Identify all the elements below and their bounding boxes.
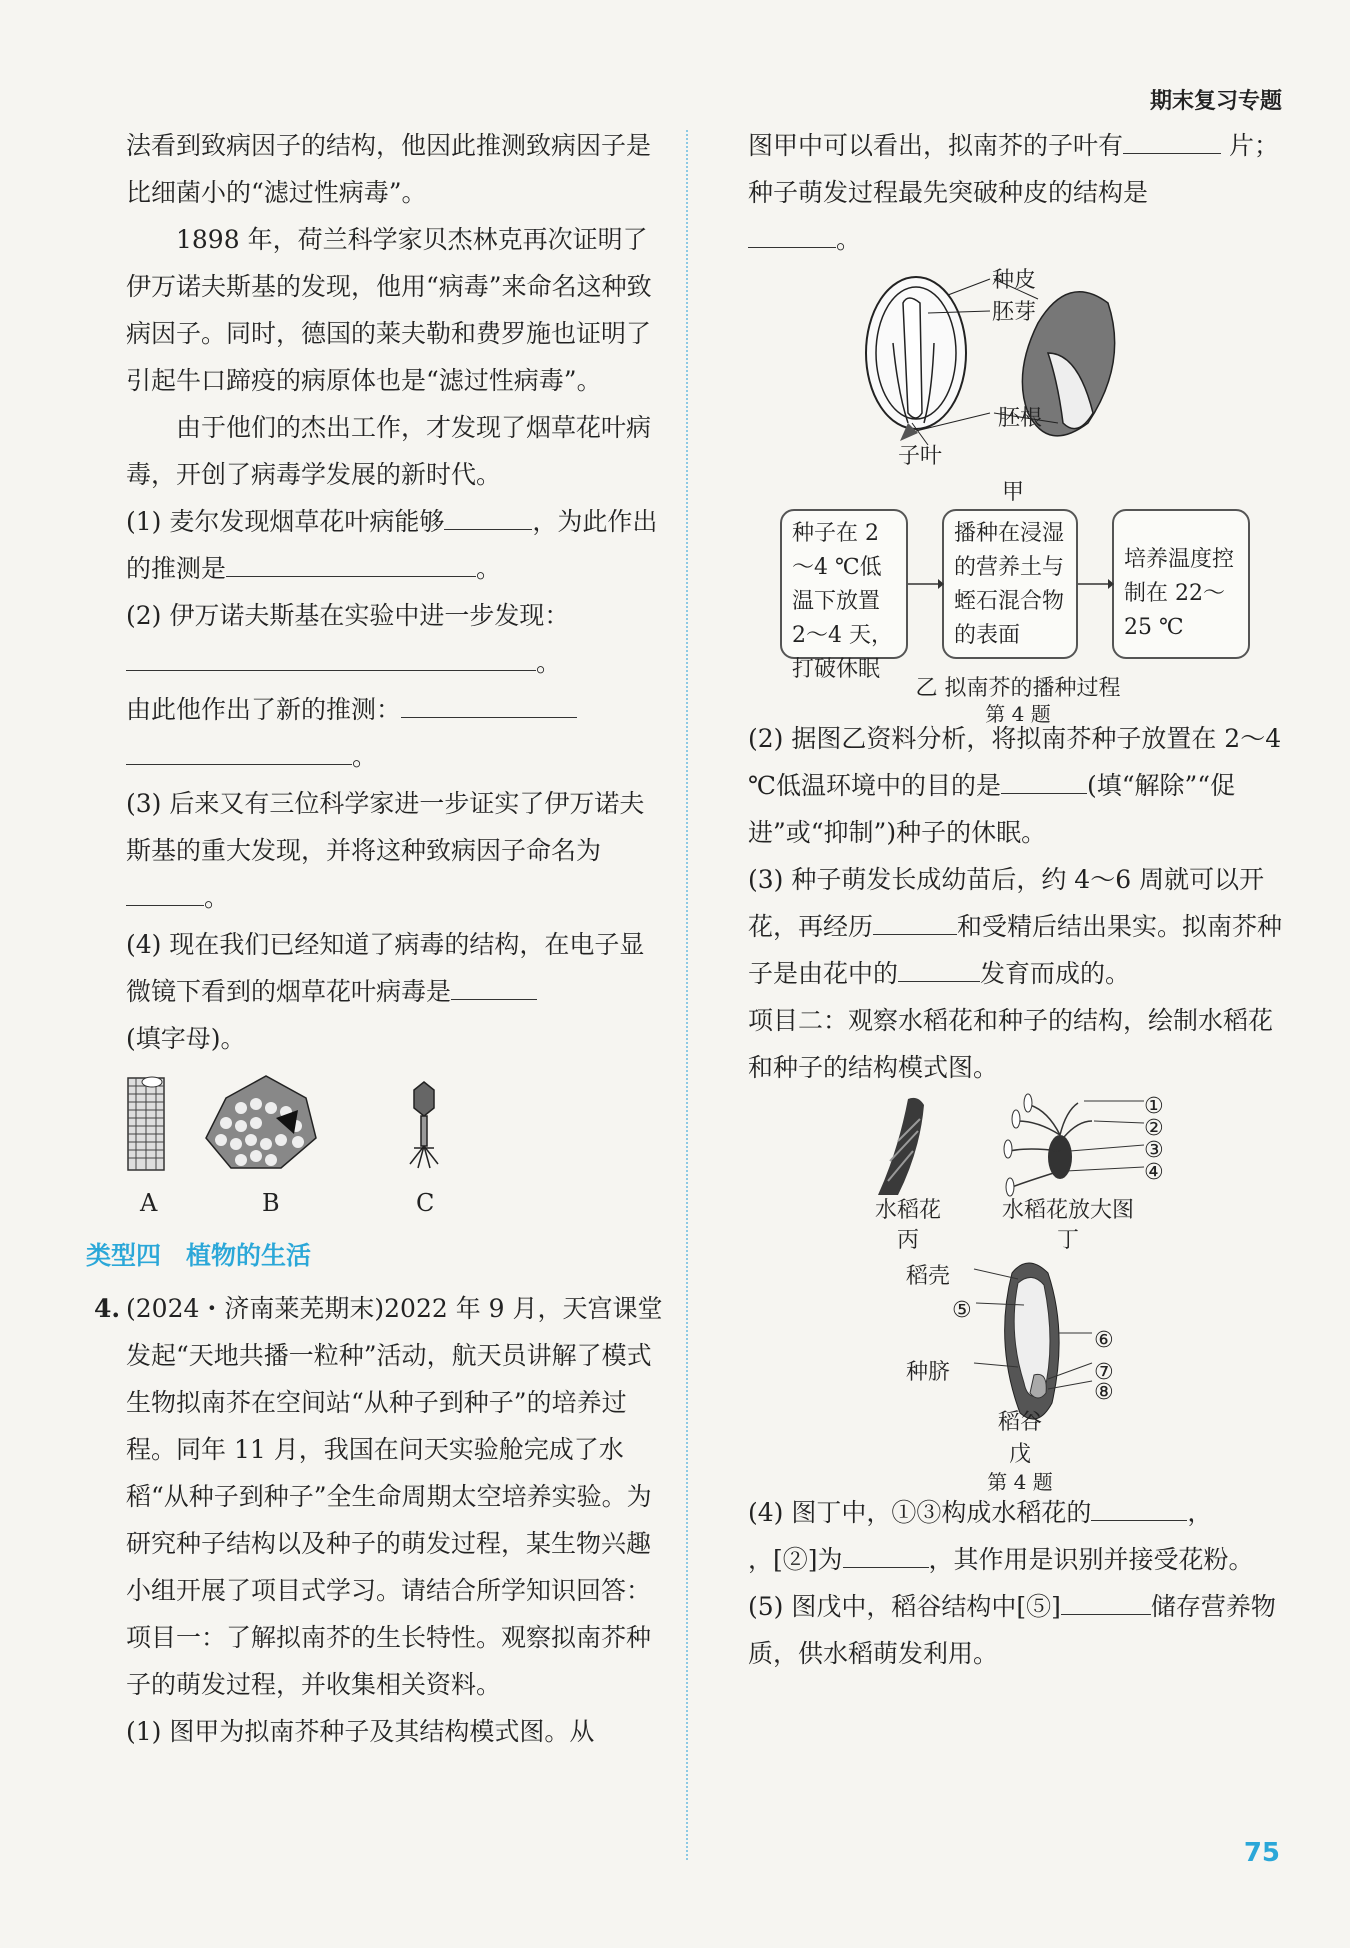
question-3-text: (3) 后来又有三位科学家进一步证实了伊万诺夫斯基的重大发现，并将这种致病因子命名为 <box>126 789 645 865</box>
question-4-4-text-a: (4) 图丁中，①③构成水稻花的 <box>748 1498 1092 1527</box>
figure-caption: 第 4 题 <box>987 1470 1053 1494</box>
flow-box-3: 培养温度控制在 22～25 ℃ <box>1112 509 1250 659</box>
wu-number-5: ⑤ <box>952 1298 972 1323</box>
question-4-3-text-a: (3) 种子萌发长成幼苗后，约 4～6 周就可以开花，再经历 <box>748 865 1265 941</box>
project-2: 项目二：观察水稻花和种子的结构，绘制水稻花和种子的结构模式图。 <box>748 1006 1274 1082</box>
flow-box-1: 种子在 2～4 ℃低温下放置 2～4 天，打破休眠 <box>780 509 908 659</box>
question-4-2-text-b: (填“解除”“促进”或“抑制”)种子的休眠。 <box>748 771 1236 847</box>
question-4-3 <box>748 856 1288 997</box>
answer-blank[interactable] <box>1123 152 1221 154</box>
virus-a-image <box>128 1077 164 1170</box>
wu-number-6: ⑥ <box>1094 1328 1114 1353</box>
question-4-4-text-c: ，其作用是识别并接受花粉。 <box>928 1545 1254 1574</box>
question-2-text-b: 由此他作出了新的推测： <box>126 695 402 724</box>
figure-yi <box>748 499 1288 726</box>
header-title: 期末复习专题 <box>1149 89 1282 114</box>
figure-ding-label: 水稻花放大图 <box>1001 1198 1134 1223</box>
label-zhongpi: 种皮 <box>992 268 1037 293</box>
label-daoke: 稻壳 <box>906 1264 951 1289</box>
question-4-4-text-b: ，[②]为 <box>748 1545 843 1574</box>
question-4-5 <box>748 1583 1288 1677</box>
right-column <box>748 122 1288 1677</box>
answer-blank[interactable] <box>898 980 980 982</box>
answer-blank[interactable] <box>126 904 204 906</box>
answer-blank[interactable] <box>873 933 957 935</box>
figure-wu <box>748 1253 1288 1494</box>
paragraph-3: 由于他们的杰出工作，才发现了烟草花叶病毒，开创了病毒学发展的新时代。 <box>126 413 652 489</box>
virus-drawings <box>126 1068 666 1180</box>
punct: 。 <box>204 883 230 912</box>
punct: 。 <box>352 742 378 771</box>
question-source: (2024・济南莱芜期末) <box>126 1294 385 1323</box>
question-4-1-start: (1) 图甲为拟南芥种子及其结构模式图。从 <box>126 1717 595 1746</box>
left-column <box>86 122 666 1755</box>
punct: 。 <box>836 225 862 254</box>
answer-blank[interactable] <box>126 763 352 765</box>
question-4-3-text-c: 发育而成的。 <box>980 959 1131 988</box>
answer-blank[interactable] <box>1061 1613 1151 1615</box>
paragraph-1: 法看到致病因子的结构，他因此推测致病因子是比细菌小的“滤过性病毒”。 <box>126 131 652 207</box>
question-4-text-b: (填字母)。 <box>126 1024 246 1053</box>
figure-wu-caption: 戊 <box>1008 1442 1031 1467</box>
question-4-intro <box>94 1285 666 1614</box>
question-4-1-text-b: 图甲中可以看出，拟南芥的子叶有 <box>748 131 1124 160</box>
answer-blank[interactable] <box>401 716 577 718</box>
answer-blank[interactable] <box>843 1566 929 1568</box>
virus-b-image <box>206 1076 316 1168</box>
virus-figure <box>126 1068 666 1218</box>
virus-label-a: A <box>140 1189 158 1217</box>
rice-flower-diagram <box>748 1091 1288 1201</box>
virus-c-image <box>410 1082 438 1168</box>
question-4 <box>126 921 666 1062</box>
answer-blank[interactable] <box>226 575 476 577</box>
question-4-text: (4) 现在我们已经知道了病毒的结构，在电子显微镜下看到的烟草花叶病毒是 <box>126 930 645 1006</box>
flow-box-2: 播种在浸湿的营养土与蛭石混合物的表面 <box>942 509 1078 659</box>
figure-bing-label: 水稻花 <box>874 1198 941 1223</box>
punct: 。 <box>476 554 502 583</box>
ding-number-3: ③ <box>1144 1138 1164 1163</box>
question-2 <box>126 592 666 780</box>
question-4-5-text-a: (5) 图戊中，稻谷结构中[⑤] <box>748 1592 1061 1621</box>
label-peiya: 胚芽 <box>992 300 1037 325</box>
answer-blank[interactable] <box>1001 792 1087 794</box>
answer-blank[interactable] <box>748 246 836 248</box>
figure-bing-caption: 丙 <box>896 1228 919 1253</box>
section-heading: 类型四 植物的生活 <box>86 1241 312 1270</box>
figure-bing-ding <box>748 1091 1288 1253</box>
answer-blank[interactable] <box>444 528 532 530</box>
label-peigen: 胚根 <box>998 406 1043 431</box>
question-4-3-text-b: 和受精后结出果实。拟南芥种子是由花中的 <box>748 912 1283 988</box>
virus-label-b: B <box>262 1189 280 1217</box>
ding-number-4: ④ <box>1144 1160 1164 1185</box>
question-4-1 <box>748 122 1288 263</box>
figure-ding-caption: 丁 <box>1056 1228 1079 1253</box>
figure-caption: 第 4 题 <box>985 702 1051 726</box>
label-daogu: 稻谷 <box>997 1410 1042 1435</box>
ding-number-1: ① <box>1144 1094 1164 1119</box>
column-divider <box>686 130 688 1860</box>
question-4-4: (4) 图丁中，①③构成水稻花的 ， ，[②]为 ，其作用是识别并接受花粉。 <box>748 1498 1254 1574</box>
question-2-text-a: (2) 伊万诺夫斯基在实验中进一步发现： <box>126 601 570 630</box>
question-3 <box>126 780 666 921</box>
label-ziye: 子叶 <box>898 444 943 469</box>
question-4-5-text-b: 储存营养物质，供水稻萌发利用。 <box>748 1592 1276 1668</box>
question-4-1-text-c: 片；种子萌发过程最先突破种皮的结构是 <box>748 131 1279 207</box>
question-intro-text: 2022 年 9 月，天宫课堂发起“天地共播一粒种”活动，航天员讲解了模式生物拟南芥在空间站“从种子到种子”的培养过程。同年 11 月，我国在问天实验舱完成了水稻“从种子到种子”全生命周期太空培养实验。为研究种子结构以及种子的萌发过程，某生物兴趣小组开展了项目式学习。请结合所学知识回答： <box>126 1294 663 1605</box>
figure-yi-caption: 乙 拟南芥的播种过程 <box>915 676 1121 701</box>
question-1-text-a: (1) 麦尔发现烟草花叶病能够 <box>126 507 445 536</box>
question-4-2-text-a: (2) 据图乙资料分析，将拟南芥种子放置在 2～4 ℃低温环境中的目的是 <box>748 724 1282 800</box>
question-1 <box>126 498 666 592</box>
wu-number-8: ⑧ <box>1094 1380 1114 1405</box>
question-1-text-b: ，为此作出的推测是 <box>126 507 658 583</box>
page-number: 75 <box>1243 1838 1280 1868</box>
answer-blank[interactable] <box>451 998 537 1000</box>
punct: 。 <box>536 648 562 677</box>
answer-blank[interactable] <box>126 669 536 671</box>
project-1: 项目一：了解拟南芥的生长特性。观察拟南芥种子的萌发过程，并收集相关资料。 <box>126 1623 652 1699</box>
answer-blank[interactable] <box>1091 1519 1187 1521</box>
virus-label-c: C <box>416 1189 435 1217</box>
wu-number-7: ⑦ <box>1094 1360 1114 1385</box>
paragraph-2: 1898 年，荷兰科学家贝杰林克再次证明了伊万诺夫斯基的发现，他用“病毒”来命名这种致病因子。同时，德国的莱夫勒和费罗施也证明了引起牛口蹄疫的病原体也是“滤过性病毒”。 <box>126 225 652 395</box>
flow-arrows <box>748 499 1288 659</box>
figure-jia-caption: 甲 <box>1002 480 1025 505</box>
label-zhongqi: 种脐 <box>906 1360 951 1385</box>
figure-jia <box>748 263 1288 505</box>
question-number: 4. <box>94 1294 121 1323</box>
ding-number-2: ② <box>1144 1116 1164 1141</box>
